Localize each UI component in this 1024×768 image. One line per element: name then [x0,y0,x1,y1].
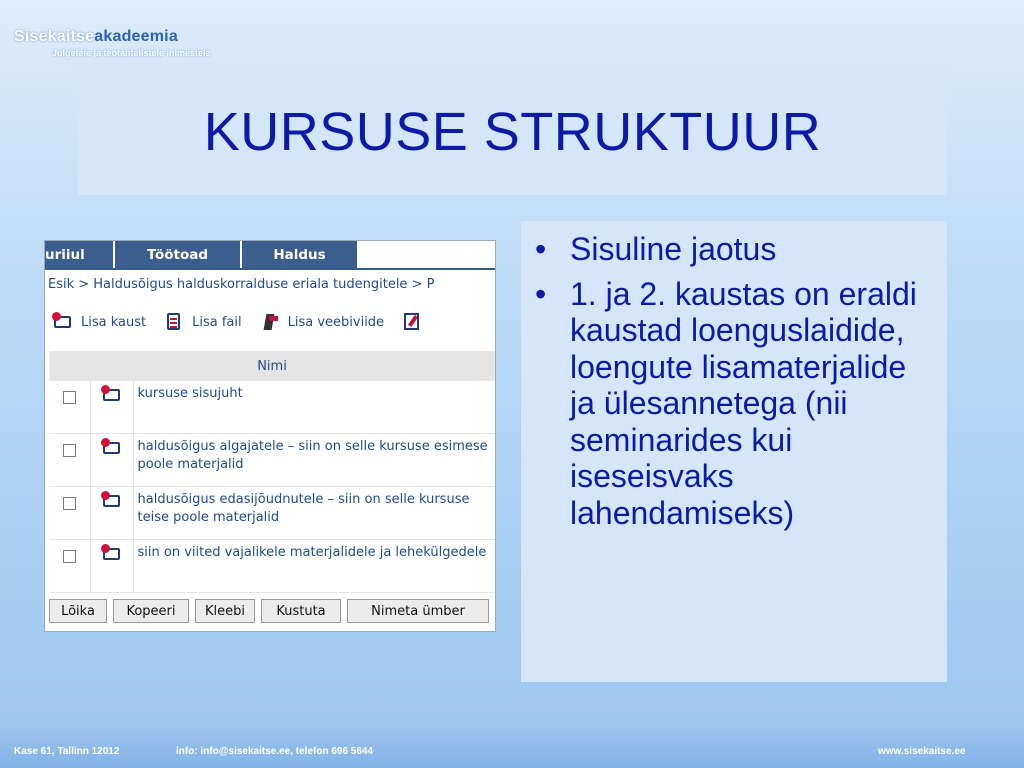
rename-button[interactable]: Nimeta ümber [347,599,489,623]
delete-button[interactable]: Kustuta [261,599,341,623]
folder-icon [102,491,121,507]
folder-link[interactable]: haldusõigus edasijõudnutele – siin on selle kursuse teise poole materjalid [133,487,495,540]
logo-text-main: Sisekaitse [14,28,95,45]
table-row [50,540,495,593]
add-link-button[interactable] [260,312,384,332]
row-checkbox[interactable] [63,550,76,563]
toolbar [45,305,495,339]
slide-title-box [78,68,947,195]
action-buttons [49,599,495,623]
copy-button[interactable]: Kopeeri [113,599,189,623]
paste-button[interactable]: Kleebi [195,599,255,623]
file-table [49,351,495,593]
folder-icon [102,385,121,401]
footer-website[interactable]: www.sisekaitse.ee [878,746,966,757]
tab-tootoad[interactable]: Töötoad [115,241,242,268]
row-checkbox[interactable] [63,497,76,510]
add-file-label: Lisa fail [192,314,242,330]
footer-contact: info: info@sisekaitse.ee, telefon 696 5644 [176,746,374,757]
bullet-list [521,221,947,531]
file-icon [164,312,184,332]
tab-uriiul[interactable]: uriiul [45,241,115,268]
cut-button[interactable]: Lõika [49,599,107,623]
tab-haldus[interactable]: Haldus [242,241,359,268]
edit-button[interactable] [402,312,430,332]
logo-text-accent: akadeemia [94,28,178,45]
add-link-label: Lisa veebiviide [287,314,385,330]
bullet-list-box [521,221,947,682]
breadcrumb[interactable]: Esik > Haldusõigus halduskorralduse eriala tudengitele > P [48,277,435,292]
footer-address: Kase 61, Tallinn 12012 [14,746,120,757]
folder-link[interactable]: haldusõigus algajatele – siin on selle kursuse esimese poole materjalid [133,434,495,487]
row-checkbox[interactable] [63,391,76,404]
folder-link[interactable]: siin on viited vajalikele materjalidele ja lehekülgedele [133,540,495,593]
embedded-screenshot [44,240,496,632]
bullet-text: 1. ja 2. kaustas on eraldi kaustad loenguslaidide, loengute lisamaterjalide ja ülesannetega (nii seminarides kui iseseisvaks lahendamiseks) [570,275,917,531]
add-file-button[interactable] [164,312,242,332]
table-row [50,434,495,487]
table-row [50,487,495,540]
logo-tagline: Julgetele ja teotahtelistele inimestele [52,48,211,58]
sisekaitseakadeemia-logo [14,28,211,58]
tab-bar [45,241,495,270]
add-folder-button[interactable] [53,312,146,332]
folder-icon [102,544,121,560]
column-header-name[interactable]: Nimi [50,352,495,381]
row-checkbox[interactable] [63,444,76,457]
table-row [50,381,495,434]
footer-bar [0,728,1024,768]
link-icon [260,312,280,332]
folder-link[interactable]: kursuse sisujuht [133,381,495,434]
edit-icon [402,312,422,332]
folder-icon [102,438,121,454]
slide-title: KURSUSE STRUKTUUR [203,101,822,162]
bullet-item: • 1. ja 2. kaustas on eraldi kaustad loenguslaidide, loengute lisamaterjalide ja ülesannetega (nii seminarides kui iseseisvaks lahendamiseks) [535,275,917,531]
add-folder-label: Lisa kaust [81,314,147,330]
folder-icon [53,312,73,332]
bullet-item: • Sisuline jaotus [535,231,777,267]
bullet-text: Sisuline jaotus [570,231,777,267]
